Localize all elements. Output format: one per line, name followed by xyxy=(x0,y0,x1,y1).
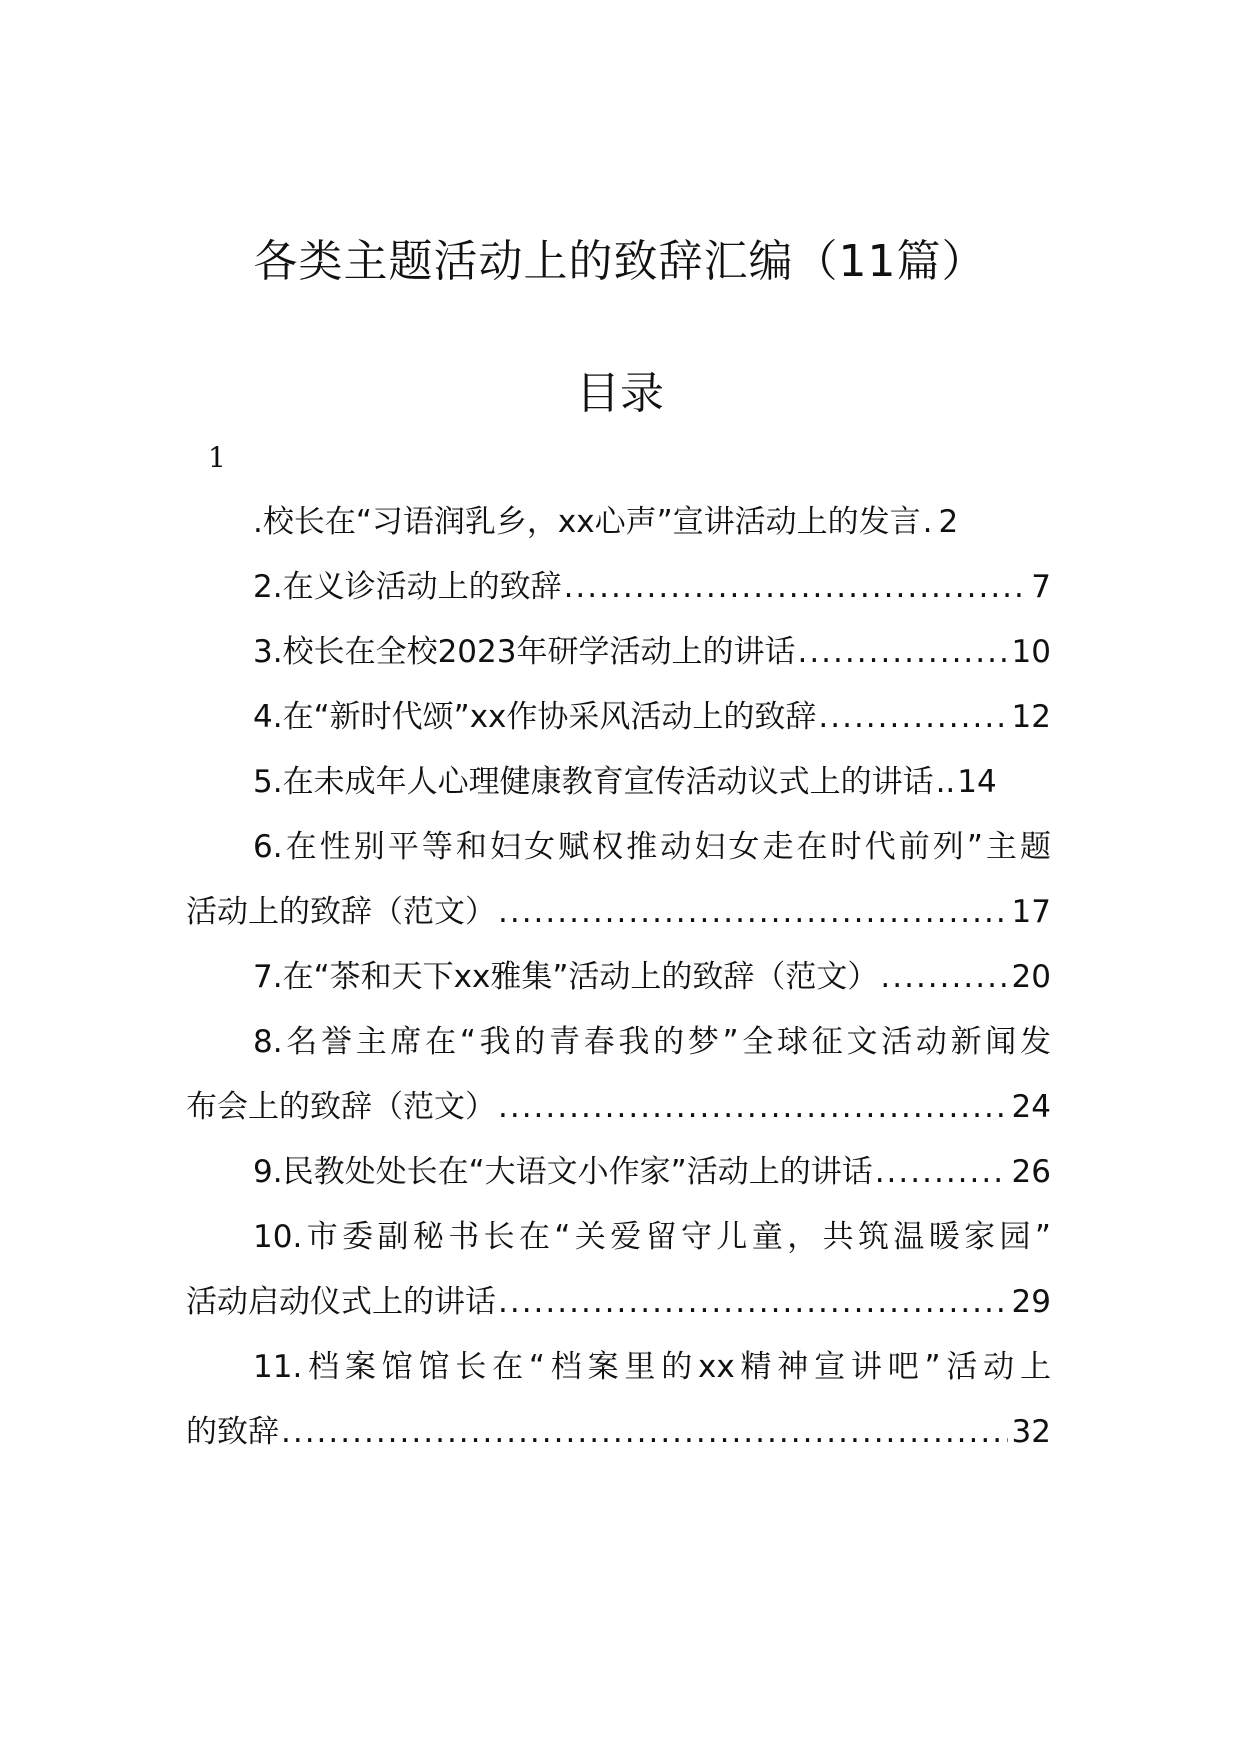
toc-entry-title: 4.在“新时代颂”xx作协采风活动上的致辞 xyxy=(253,699,817,735)
toc-entry-title: 2.在义诊活动上的致辞 xyxy=(253,569,562,605)
table-of-contents xyxy=(186,490,1051,1465)
toc-entry-11[interactable] xyxy=(186,1335,1051,1465)
toc-entry-title: 3.校长在全校2023年研学活动上的讲话 xyxy=(253,634,796,670)
toc-page-number: 26 xyxy=(1011,1154,1051,1190)
toc-leader: .. xyxy=(935,764,956,800)
toc-entry-10[interactable] xyxy=(186,1205,1051,1335)
toc-page-number: 29 xyxy=(1011,1284,1051,1320)
toc-leader xyxy=(818,685,1007,750)
document-title: 各类主题活动上的致辞汇编（11篇） xyxy=(253,236,987,287)
toc-entry-2[interactable] xyxy=(186,555,1051,620)
toc-page-number: 7 xyxy=(1031,569,1051,605)
toc-page-number: 12 xyxy=(1011,699,1051,735)
toc-entry-title: 5.在未成年人心理健康教育宣传活动议式上的讲话 xyxy=(253,764,934,800)
toc-entry-6[interactable] xyxy=(186,815,1051,945)
toc-leader xyxy=(281,1400,1008,1465)
toc-leader xyxy=(498,1075,1008,1140)
toc-entry-title-continued: 的致辞 xyxy=(186,1414,279,1450)
toc-entry-title: 8.名誉主席在“我的青春我的梦”全球征文活动新闻发 xyxy=(253,1024,1051,1060)
toc-entry-9[interactable] xyxy=(186,1140,1051,1205)
toc-heading: 目录 xyxy=(576,368,664,419)
toc-entry-5[interactable] xyxy=(186,750,1051,815)
toc-leader: . xyxy=(922,504,933,540)
toc-entry-title: 7.在“茶和天下xx雅集”活动上的致辞（范文） xyxy=(253,959,879,995)
toc-entry-title: 6.在性别平等和妇女赋权推动妇女走在时代前列”主题 xyxy=(253,829,1051,865)
toc-entry-title: 9.民教处处长在“大语文小作家”活动上的讲话 xyxy=(253,1154,873,1190)
toc-entry-title: .校长在“习语润乳乡，xx心声”宣讲活动上的发言 xyxy=(253,504,921,540)
toc-leader xyxy=(564,555,1028,620)
toc-page-number: 32 xyxy=(1011,1414,1051,1450)
toc-leader xyxy=(880,945,1007,1010)
toc-page-number: 20 xyxy=(1011,959,1051,995)
stray-page-number: 1 xyxy=(208,441,226,474)
toc-entry-7[interactable] xyxy=(186,945,1051,1010)
toc-entry-title: 11.档案馆馆长在“档案里的xx精神宣讲吧”活动上 xyxy=(253,1349,1051,1385)
toc-entry-title-continued: 布会上的致辞（范文） xyxy=(186,1089,496,1125)
toc-page-number: 24 xyxy=(1011,1089,1051,1125)
toc-entry-3[interactable] xyxy=(186,620,1051,685)
toc-leader xyxy=(875,1140,1008,1205)
toc-entry-title: 10.市委副秘书长在“关爱留守儿童，共筑温暖家园” xyxy=(253,1219,1051,1255)
toc-leader xyxy=(498,1270,1008,1335)
toc-page-number: 14 xyxy=(957,764,997,800)
toc-page-number: 17 xyxy=(1011,894,1051,930)
toc-page-number: 10 xyxy=(1011,634,1051,670)
toc-entry-title-continued: 活动上的致辞（范文） xyxy=(186,894,496,930)
toc-entry-title-continued: 活动启动仪式上的讲话 xyxy=(186,1284,496,1320)
toc-entry-8[interactable] xyxy=(186,1010,1051,1140)
toc-leader xyxy=(498,880,1008,945)
toc-leader xyxy=(797,620,1007,685)
toc-entry-1[interactable] xyxy=(186,490,1051,555)
toc-page-number: 2 xyxy=(938,504,959,540)
toc-entry-4[interactable] xyxy=(186,685,1051,750)
